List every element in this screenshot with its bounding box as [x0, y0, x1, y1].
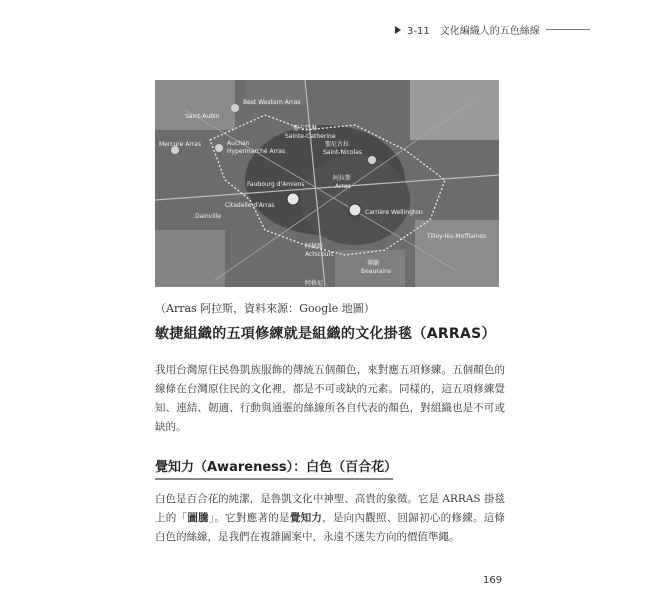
keyword-totem: 圖騰: [187, 512, 209, 524]
map-label: 阿拉斯: [333, 175, 352, 182]
map-label: Hypermarché Arras: [227, 148, 286, 155]
running-head-rule: [546, 29, 590, 30]
body-paragraph: 我用台灣原住民魯凱族服飾的傳統五個顏色，來對應五項修練。五個顏色的線條在台灣原住民的文化裡，都是不可或缺的元素。同樣的，這五項修練覺知、連結、韌適、行動與通靈的絲線所各自代表的顏色，對組織也是不可或缺的。: [155, 364, 505, 433]
map-caption: （Arras 阿拉斯，資料來源：Google 地圖）: [155, 302, 375, 315]
page-number: 169: [483, 575, 503, 586]
paragraph-text: ，是向內觀照、回歸初心的修練。這條白色的絲線，是我們在複雜圖案中，永遠不迷失方向的價值準繩。: [155, 512, 506, 543]
subsection-heading: 覺知力（Awareness）：白色（百合花）: [155, 456, 393, 480]
satellite-map-image: [155, 80, 499, 287]
map-label: Mercure Arras: [159, 141, 201, 148]
triangle-marker-icon: [395, 26, 401, 34]
paragraph-text: 白色是百合花的純潔，是魯凱文化中神聖、高貴的象徵。它是 ARRAS 掛毯上的「: [155, 493, 505, 524]
map-label: 阿赫維: [305, 243, 324, 250]
keyword-awareness: 覺知力: [289, 512, 323, 524]
map-label: 博蘭: [367, 260, 380, 267]
map-label: Sainte-Catherine: [285, 133, 336, 140]
running-head-title: 3-11 文化編織人的五色絲線: [407, 26, 540, 37]
map-label: Saint-Nicolas: [323, 149, 363, 156]
map-label: Auchan: [227, 140, 250, 147]
map-label: Dainville: [195, 213, 222, 220]
paragraph-text: 」。它對應著的是: [208, 512, 290, 524]
section-heading: 敏捷組織的五項修練就是組織的文化掛毯（ARRAS）: [155, 326, 496, 342]
map-label: Tilloy-lès-Mofflaines: [427, 233, 487, 240]
map-label: Beaurains: [361, 268, 392, 275]
map-label: 聖尼古拉: [325, 141, 350, 148]
map-label: Citadelle d'Arras: [225, 202, 275, 209]
map-label: 阿格尼: [305, 280, 324, 287]
map-label: Saint-Aubin: [185, 113, 220, 120]
map-label: 聖卡特琳: [293, 125, 318, 132]
body-paragraph: [155, 490, 505, 547]
running-head: [395, 22, 590, 37]
map-label: Achicourt: [305, 251, 334, 258]
map-label: Carrière Wellington: [365, 209, 423, 216]
map-label: Arras: [335, 183, 351, 190]
map-label: Best Western Arras: [243, 99, 301, 106]
map-label: Faubourg d'Amiens: [247, 181, 305, 188]
map-graphic: [155, 80, 499, 287]
